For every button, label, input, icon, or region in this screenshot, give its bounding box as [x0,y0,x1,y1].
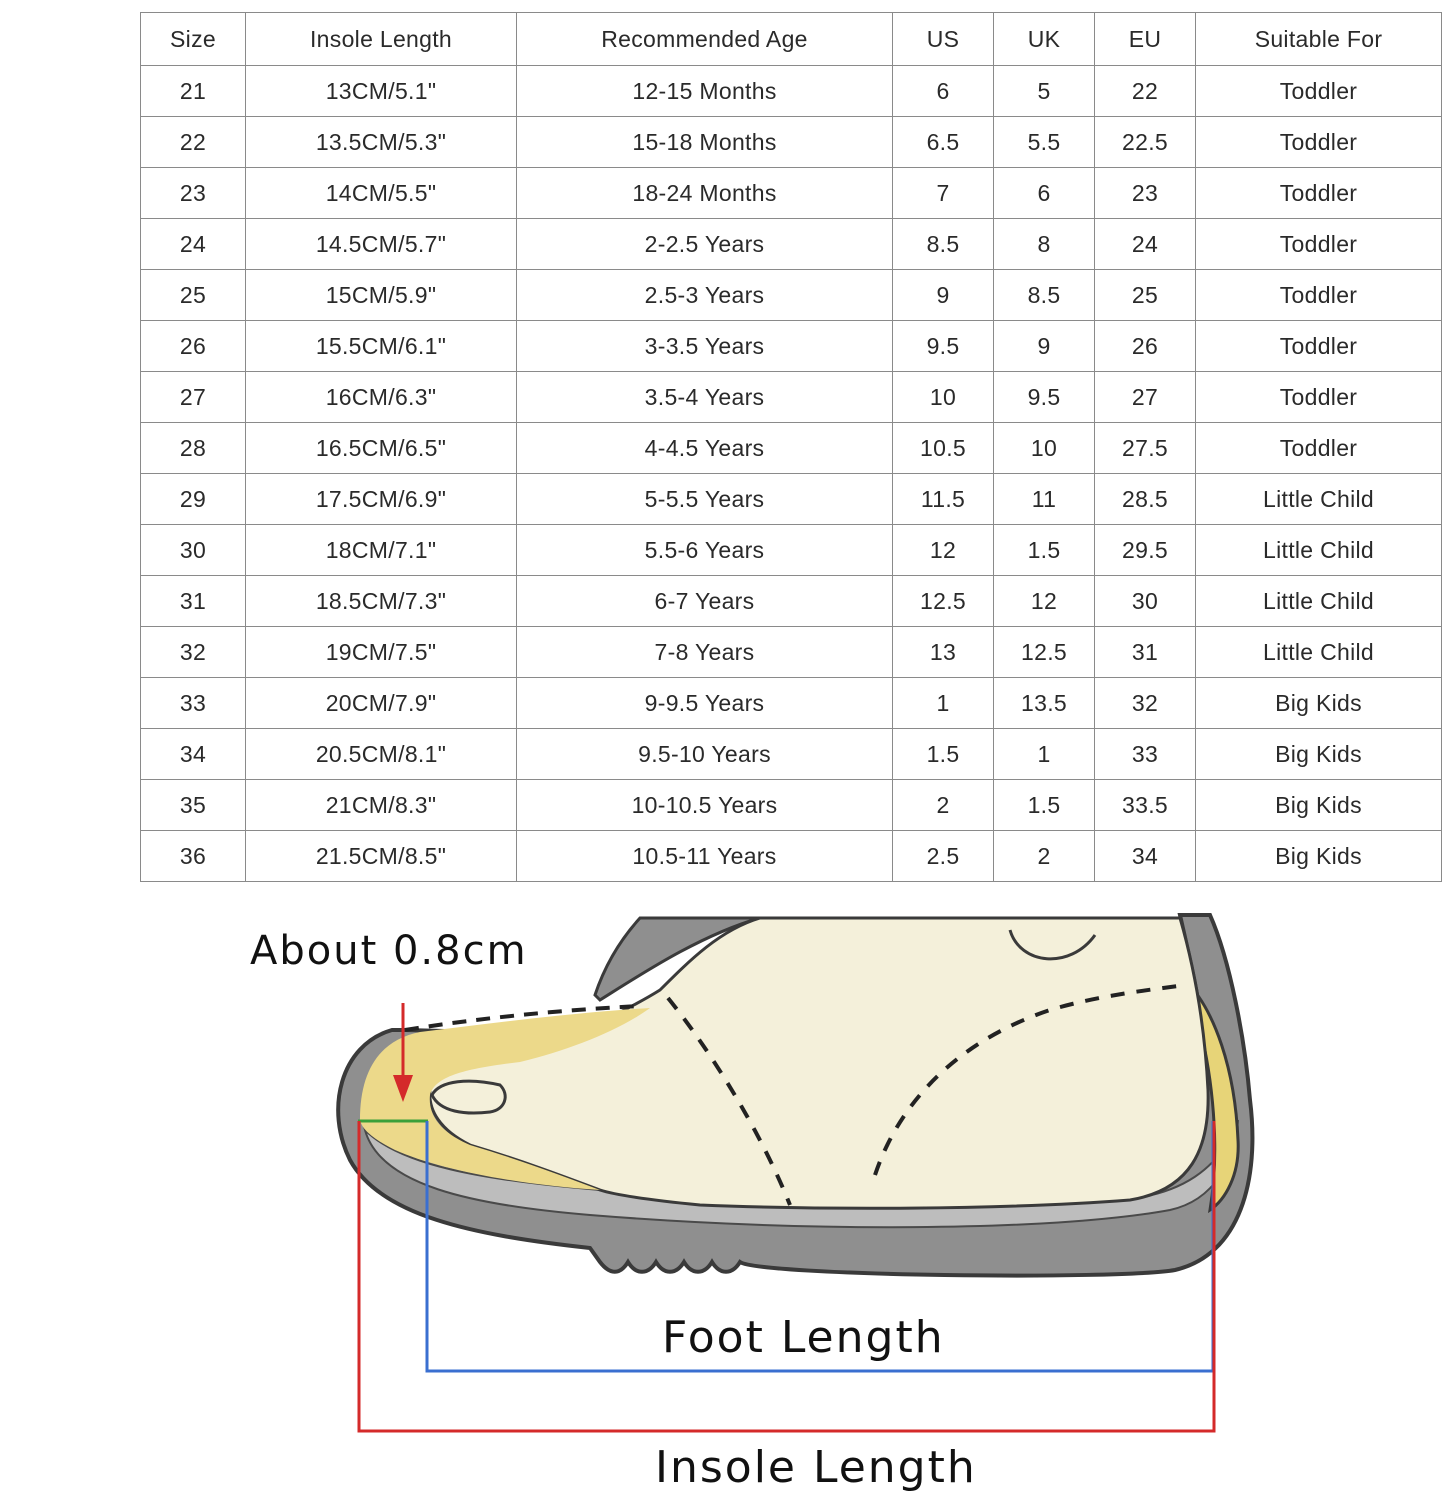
cell-us: 10 [893,372,994,423]
cell-suitable-for: Toddler [1196,372,1442,423]
cell-insole-length: 17.5CM/6.9" [246,474,517,525]
header-uk: UK [994,13,1095,66]
table-row [141,729,1442,780]
cell-eu: 26 [1095,321,1196,372]
cell-insole-length: 14.5CM/5.7" [246,219,517,270]
cell-recommended-age: 12-15 Months [517,66,893,117]
cell-insole-length: 16CM/6.3" [246,372,517,423]
cell-size: 30 [141,525,246,576]
cell-eu: 29.5 [1095,525,1196,576]
table-row [141,474,1442,525]
cell-eu: 25 [1095,270,1196,321]
header-eu: EU [1095,13,1196,66]
cell-recommended-age: 4-4.5 Years [517,423,893,474]
table-row [141,627,1442,678]
cell-insole-length: 13CM/5.1" [246,66,517,117]
cell-recommended-age: 3.5-4 Years [517,372,893,423]
cell-suitable-for: Little Child [1196,627,1442,678]
cell-eu: 33.5 [1095,780,1196,831]
table-row [141,168,1442,219]
header-insole-length: Insole Length [246,13,517,66]
cell-recommended-age: 5-5.5 Years [517,474,893,525]
cell-us: 9 [893,270,994,321]
foot-shape [430,918,1208,1208]
cell-size: 33 [141,678,246,729]
cell-suitable-for: Big Kids [1196,831,1442,882]
cell-suitable-for: Little Child [1196,474,1442,525]
cell-recommended-age: 18-24 Months [517,168,893,219]
table-row [141,117,1442,168]
cell-eu: 27.5 [1095,423,1196,474]
cell-uk: 11 [994,474,1095,525]
cell-recommended-age: 15-18 Months [517,117,893,168]
table-row [141,576,1442,627]
header-recommended-age: Recommended Age [517,13,893,66]
cell-size: 23 [141,168,246,219]
cell-size: 27 [141,372,246,423]
cell-size: 24 [141,219,246,270]
cell-recommended-age: 2-2.5 Years [517,219,893,270]
cell-eu: 22 [1095,66,1196,117]
cell-uk: 8 [994,219,1095,270]
cell-eu: 24 [1095,219,1196,270]
cell-insole-length: 20CM/7.9" [246,678,517,729]
cell-size: 34 [141,729,246,780]
cell-suitable-for: Little Child [1196,525,1442,576]
cell-uk: 9.5 [994,372,1095,423]
cell-uk: 9 [994,321,1095,372]
table-row [141,831,1442,882]
cell-us: 2.5 [893,831,994,882]
cell-uk: 12 [994,576,1095,627]
cell-insole-length: 13.5CM/5.3" [246,117,517,168]
cell-suitable-for: Big Kids [1196,780,1442,831]
cell-suitable-for: Toddler [1196,321,1442,372]
cell-insole-length: 21.5CM/8.5" [246,831,517,882]
cell-suitable-for: Toddler [1196,168,1442,219]
cell-uk: 1.5 [994,525,1095,576]
cell-insole-length: 19CM/7.5" [246,627,517,678]
cell-eu: 34 [1095,831,1196,882]
cell-size: 21 [141,66,246,117]
table-row [141,66,1442,117]
table-row [141,525,1442,576]
cell-eu: 30 [1095,576,1196,627]
cell-eu: 28.5 [1095,474,1196,525]
cell-us: 1 [893,678,994,729]
cell-eu: 33 [1095,729,1196,780]
cell-suitable-for: Big Kids [1196,678,1442,729]
cell-recommended-age: 10.5-11 Years [517,831,893,882]
cell-recommended-age: 2.5-3 Years [517,270,893,321]
table-row [141,219,1442,270]
table-body [141,66,1442,882]
table-row [141,372,1442,423]
header-suitable-for: Suitable For [1196,13,1442,66]
cell-suitable-for: Toddler [1196,270,1442,321]
table-row [141,321,1442,372]
cell-size: 25 [141,270,246,321]
table-row [141,780,1442,831]
toe-outline [432,1081,505,1113]
cell-suitable-for: Little Child [1196,576,1442,627]
cell-us: 11.5 [893,474,994,525]
table-row [141,270,1442,321]
cell-uk: 13.5 [994,678,1095,729]
cell-recommended-age: 3-3.5 Years [517,321,893,372]
cell-uk: 12.5 [994,627,1095,678]
cell-us: 2 [893,780,994,831]
cell-insole-length: 15CM/5.9" [246,270,517,321]
cell-size: 36 [141,831,246,882]
cell-uk: 1 [994,729,1095,780]
cell-insole-length: 21CM/8.3" [246,780,517,831]
cell-recommended-age: 9-9.5 Years [517,678,893,729]
cell-recommended-age: 10-10.5 Years [517,780,893,831]
cell-size: 22 [141,117,246,168]
cell-size: 31 [141,576,246,627]
cell-suitable-for: Toddler [1196,423,1442,474]
cell-size: 35 [141,780,246,831]
cell-eu: 27 [1095,372,1196,423]
cell-uk: 8.5 [994,270,1095,321]
cell-recommended-age: 7-8 Years [517,627,893,678]
cell-size: 28 [141,423,246,474]
cell-suitable-for: Big Kids [1196,729,1442,780]
cell-us: 6 [893,66,994,117]
cell-us: 6.5 [893,117,994,168]
cell-us: 12 [893,525,994,576]
cell-eu: 31 [1095,627,1196,678]
cell-suitable-for: Toddler [1196,219,1442,270]
cell-size: 29 [141,474,246,525]
cell-insole-length: 15.5CM/6.1" [246,321,517,372]
cell-eu: 32 [1095,678,1196,729]
cell-uk: 6 [994,168,1095,219]
gap-label: About 0.8cm [250,928,528,974]
cell-us: 13 [893,627,994,678]
cell-uk: 5.5 [994,117,1095,168]
cell-eu: 23 [1095,168,1196,219]
cell-uk: 5 [994,66,1095,117]
shoe-measurement-diagram [0,900,1453,1500]
size-chart-table [140,12,1442,882]
cell-insole-length: 20.5CM/8.1" [246,729,517,780]
cell-recommended-age: 5.5-6 Years [517,525,893,576]
insole-length-label: Insole Length [655,1442,977,1493]
cell-insole-length: 16.5CM/6.5" [246,423,517,474]
table-row [141,678,1442,729]
foot-length-label: Foot Length [662,1312,945,1363]
cell-recommended-age: 6-7 Years [517,576,893,627]
cell-insole-length: 18.5CM/7.3" [246,576,517,627]
table-header-row [141,13,1442,66]
table-row [141,423,1442,474]
cell-size: 26 [141,321,246,372]
cell-eu: 22.5 [1095,117,1196,168]
cell-us: 7 [893,168,994,219]
cell-insole-length: 14CM/5.5" [246,168,517,219]
cell-us: 9.5 [893,321,994,372]
cell-uk: 1.5 [994,780,1095,831]
cell-suitable-for: Toddler [1196,117,1442,168]
cell-insole-length: 18CM/7.1" [246,525,517,576]
cell-us: 12.5 [893,576,994,627]
cell-uk: 10 [994,423,1095,474]
cell-uk: 2 [994,831,1095,882]
header-us: US [893,13,994,66]
cell-size: 32 [141,627,246,678]
cell-recommended-age: 9.5-10 Years [517,729,893,780]
cell-us: 10.5 [893,423,994,474]
cell-us: 8.5 [893,219,994,270]
header-size: Size [141,13,246,66]
cell-suitable-for: Toddler [1196,66,1442,117]
cell-us: 1.5 [893,729,994,780]
